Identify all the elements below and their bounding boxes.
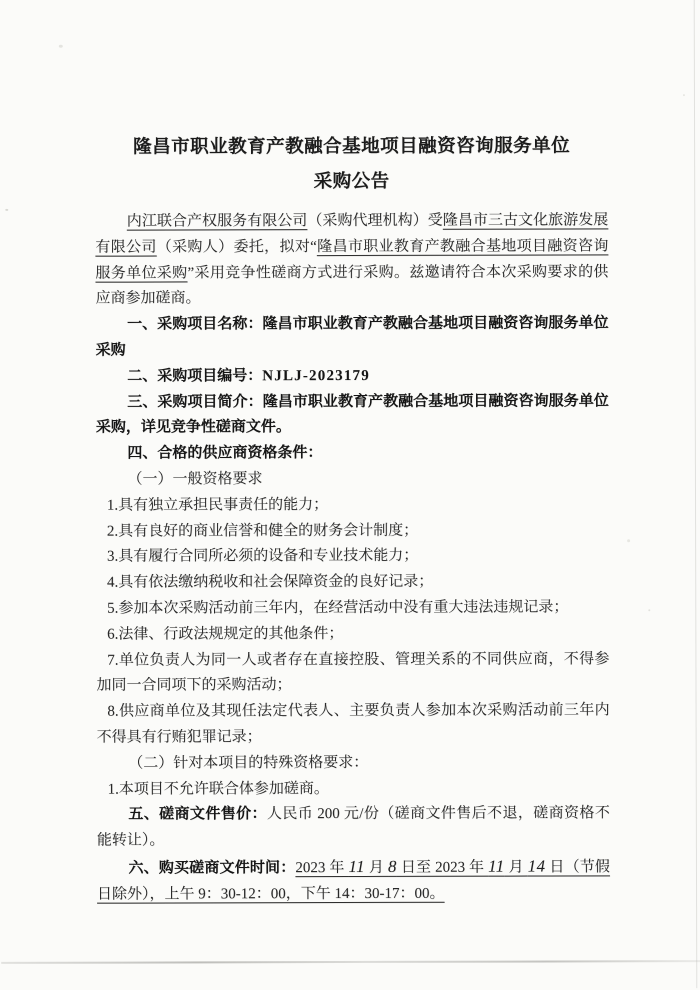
paragraph xyxy=(96,544,609,571)
paper-right-edge-shadow xyxy=(694,0,698,988)
text-run: 1.本项目不允许联合体参加磋商。 xyxy=(107,780,329,798)
text-run: 五、磋商文件售价： xyxy=(128,806,267,823)
handwritten-number: 8 xyxy=(387,856,397,876)
scan-speck xyxy=(5,209,8,211)
text-run: 1.具有独立承担民事责任的能力； xyxy=(106,496,329,514)
paragraph xyxy=(96,492,609,519)
text-run: 四、合格的供应商资格条件： xyxy=(127,445,323,462)
document-content xyxy=(95,129,610,908)
paragraph xyxy=(97,802,610,855)
text-run: 2023 年 xyxy=(295,859,349,877)
text-run: 隆昌市职业教育产教融合基地项目融资咨询服务单位采购 xyxy=(95,238,609,282)
text-run: 三、采购项目简介：隆昌市职业教育产教融合基地项目融资咨询服务单位采购，详见竞争性磋商文件。 xyxy=(95,392,609,437)
text-run: （二）针对本项目的特殊资格要求： xyxy=(128,754,369,772)
text-run: 日（节假日除外），上午 9：30-12：00，下午 14：30-17：00。 xyxy=(97,859,610,903)
paragraph xyxy=(97,698,610,751)
scan-speck xyxy=(648,609,650,611)
scan-speck xyxy=(627,539,630,542)
handwritten-number: 11 xyxy=(348,856,365,876)
text-run: 7.单位负责人为同一人或者存在直接控股、管理关系的不同供应商，不得参加同一合同项下的采购活动； xyxy=(96,650,610,695)
paragraph xyxy=(96,440,609,467)
text-run: 2.具有良好的商业信誉和健全的财务会计制度； xyxy=(106,522,419,540)
paragraph xyxy=(97,853,610,908)
paragraph xyxy=(96,389,609,442)
text-run: （采购代理机构）受 xyxy=(307,212,443,230)
text-run: 月 xyxy=(364,859,389,876)
text-run: 6.法律、行政法规规定的其他条件； xyxy=(107,625,344,643)
paper-bottom-edge-shadow xyxy=(1,960,700,964)
text-run: 人民币 200 元/份（磋商文件售后不退，磋商资格不能转让）。 xyxy=(96,805,610,849)
handwritten-number: 14 xyxy=(527,856,546,876)
text-run: （一）一般资格要求 xyxy=(127,471,263,488)
text-run: NJLJ-2023179 xyxy=(262,367,370,385)
paragraph xyxy=(96,363,609,390)
text-run: 隆昌市三古文化旅游发展有限公司 xyxy=(95,212,609,256)
text-run: 8.供应商单位及其现任法定代表人、主要负责人参加本次采购活动前三年内不得具有行贿犯罪记录； xyxy=(96,702,610,746)
paragraph xyxy=(96,312,609,365)
paragraph xyxy=(96,569,609,596)
scan-speck xyxy=(521,853,524,855)
text-run: 一、采购项目名称：隆昌市职业教育产教融合基地项目融资咨询服务单位采购 xyxy=(95,315,609,359)
document-title-line1: 隆昌市职业教育产教融合基地项目融资咨询服务单位 xyxy=(133,136,571,158)
text-run: 二、采购项目编号： xyxy=(127,368,263,385)
document-title-line2: 采购公告 xyxy=(313,171,390,193)
paragraph xyxy=(95,208,608,313)
paragraph xyxy=(97,776,610,803)
paragraph xyxy=(96,621,609,648)
paragraph xyxy=(97,750,610,777)
text-run: 4.具有依法缴纳税收和社会保障资金的良好记录； xyxy=(107,573,434,591)
text-run: 六、购买磋商文件时间： xyxy=(128,860,296,877)
paragraph xyxy=(96,518,609,545)
handwritten-number: 11 xyxy=(488,856,505,876)
paragraph xyxy=(96,466,609,493)
text-run: ”采用竞争性磋商方式进行采购。兹邀请符合本次采购要求的供应商参加磋商。 xyxy=(95,263,609,308)
text-run: 5.参加本次采购活动前三年内，在经营活动中没有重大违法违规记录； xyxy=(107,599,569,617)
paragraph xyxy=(96,595,609,622)
paragraph xyxy=(96,647,609,700)
text-run: 月 xyxy=(504,859,528,876)
text-run: 内江联合产权服务有限公司 xyxy=(126,213,308,230)
text-run: （采购人）委托，拟对“ xyxy=(156,238,317,256)
scan-speck xyxy=(683,94,685,96)
document-body xyxy=(95,208,610,908)
scan-speck xyxy=(59,45,63,48)
text-run: 日至 2023 年 xyxy=(396,859,489,876)
text-run: 3.具有履行合同所必须的设备和专业技术能力； xyxy=(106,548,419,565)
